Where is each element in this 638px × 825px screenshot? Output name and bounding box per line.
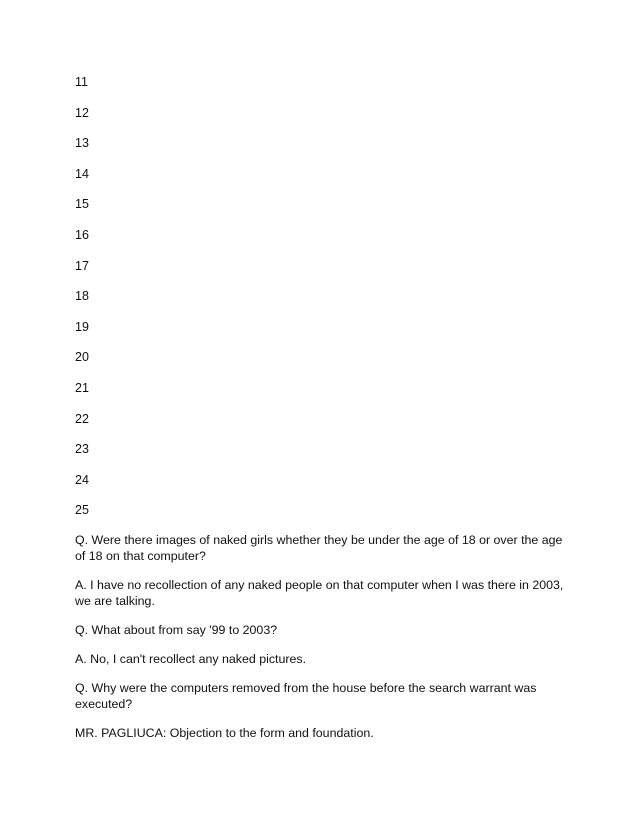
line-number: 19 [75,319,89,334]
question-paragraph: Q. Why were the computers removed from the house before the search warrant was executed? [75,681,537,711]
line-number-column [75,74,89,533]
answer-paragraph: A. I have no recollection of any naked people on that computer when I was there in 2003, we are talking. [75,578,564,608]
line-number: 24 [75,472,89,487]
line-number: 22 [75,411,89,426]
line-number: 14 [75,166,89,181]
line-number: 16 [75,227,89,242]
transcript-body [75,532,575,754]
question-paragraph: Q. Were there images of naked girls whether they be under the age of 18 or over the age of 18 on that computer? [75,533,563,563]
objection-paragraph: MR. PAGLIUCA: Objection to the form and foundation. [75,726,374,740]
line-number: 13 [75,136,89,151]
line-number: 20 [75,350,89,365]
line-number: 17 [75,258,89,273]
line-number: 25 [75,503,89,518]
line-number: 23 [75,442,89,457]
line-number: 15 [75,197,89,212]
answer-paragraph: A. No, I can't recollect any naked pictures. [75,652,307,666]
line-number: 11 [75,75,88,89]
line-number: 12 [75,105,89,120]
line-number: 21 [75,380,89,395]
question-paragraph: Q. What about from say '99 to 2003? [75,623,278,637]
line-number: 18 [75,289,89,304]
